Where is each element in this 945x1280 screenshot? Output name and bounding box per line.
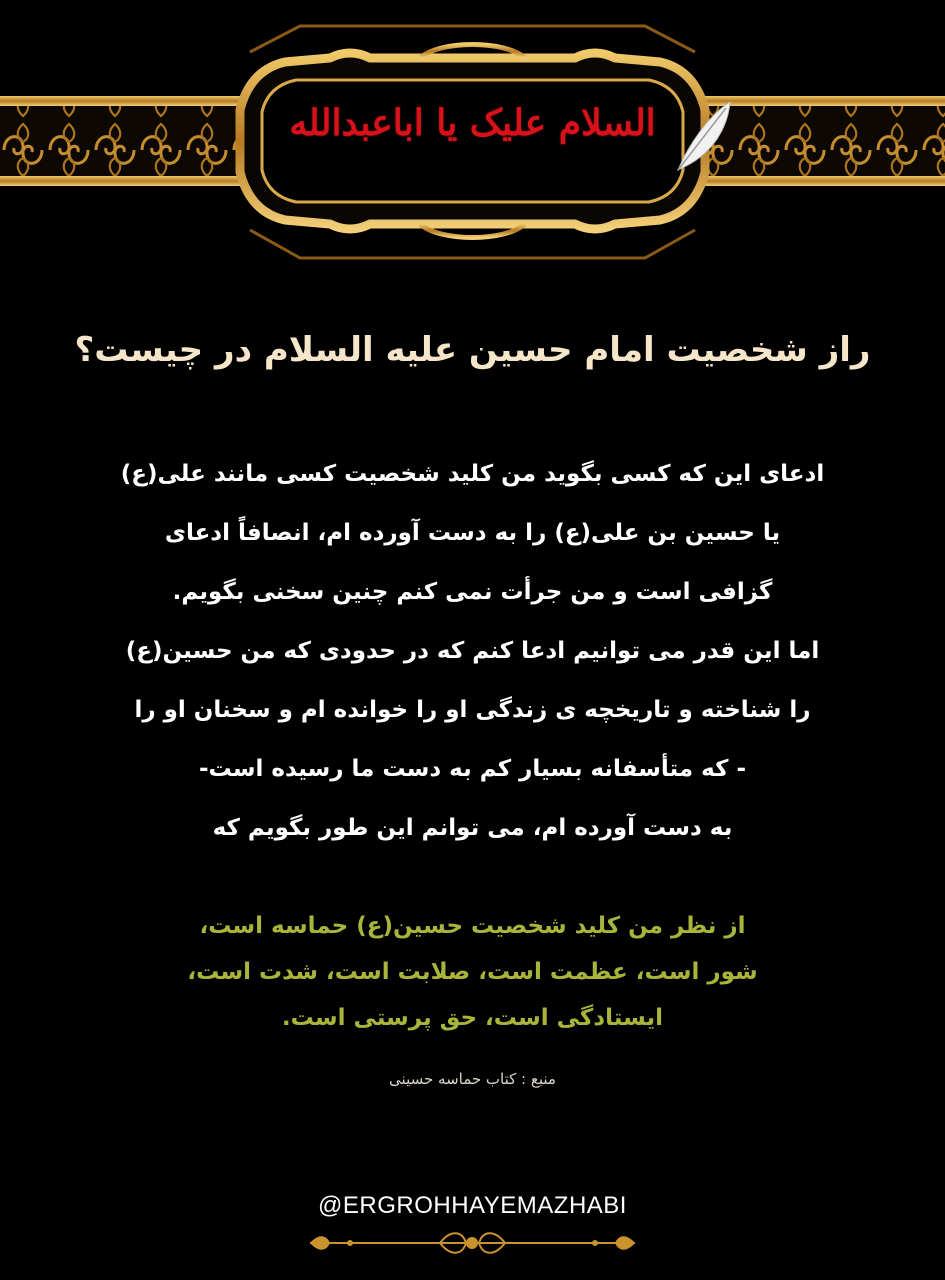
page-heading: راز شخصیت امام حسین علیه السلام در چیست؟ (74, 330, 871, 370)
highlight-line: از نظر من کلید شخصیت حسین(ع) حماسه است، (199, 913, 746, 939)
body-line: را شناخته و تاریخچه ی زندگی او را خوانده ام و سخنان او را (134, 697, 811, 723)
body-line: به دست آورده ام، می توانم این طور بگویم که (212, 815, 733, 841)
channel-handle: @ERGROHHAYEMAZHABI (318, 1192, 627, 1219)
body-line: یا حسین بن علی(ع) را به دست آورده ام، انصافاً ادعای (164, 520, 781, 546)
highlight-quote (60, 903, 885, 1041)
highlight-line: شور است، عظمت است، صلابت است، شدت است، (187, 959, 758, 985)
body-line: گزافی است و من جرأت نمی کنم چنین سخنی بگویم. (172, 579, 773, 605)
body-line: ادعای این که کسی بگوید من کلید شخصیت کسی مانند علی(ع) (120, 461, 825, 487)
body-paragraph (60, 445, 885, 858)
banner-title: السلام علیک یا اباعبدالله (289, 102, 656, 144)
body-line: - که متأسفانه بسیار کم به دست ما رسیده است- (198, 756, 747, 782)
body-line: اما این قدر می توانیم ادعا کنم که در حدودی که من حسین(ع) (125, 638, 820, 664)
ornamental-banner (0, 0, 945, 290)
footer-ornament (290, 1226, 655, 1260)
highlight-line: ایستادگی است، حق پرستی است. (281, 1005, 664, 1031)
source-credit: منبع : کتاب حماسه حسینی (389, 1070, 556, 1088)
feather-icon (668, 96, 738, 176)
